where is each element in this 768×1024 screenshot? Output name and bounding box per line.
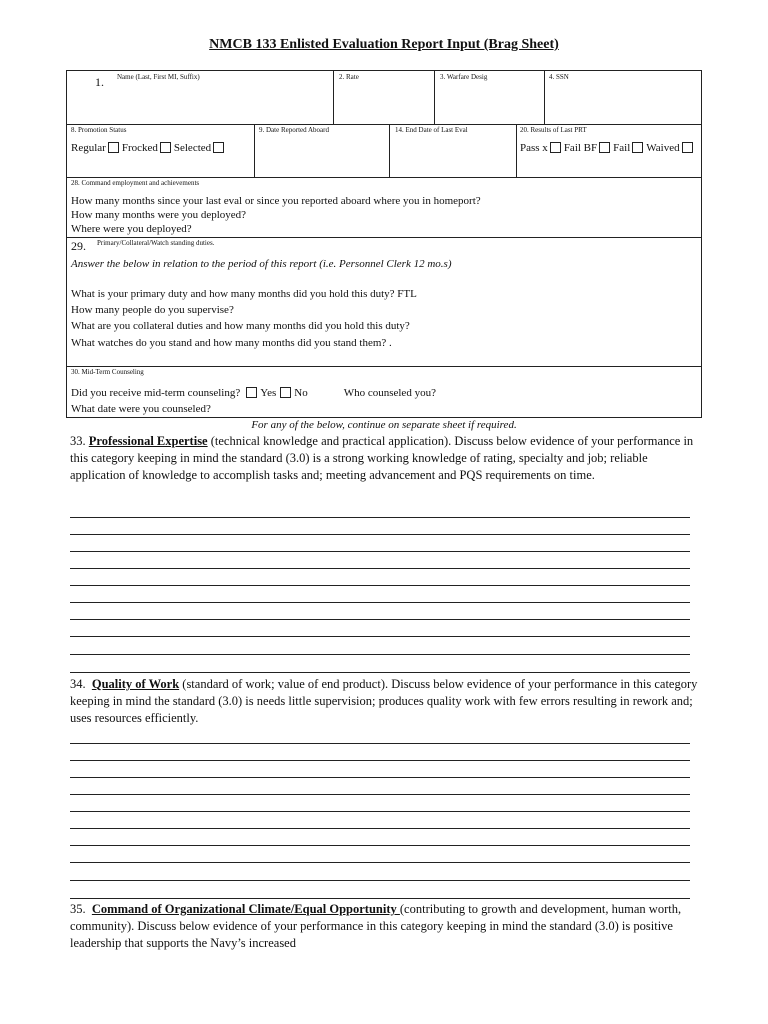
row29-question: What watches do you stand and how many months did you stand them? . [71,337,392,349]
row28-question: How many months since your last eval or since you reported aboard where you in homeport? [71,195,481,207]
warfare-field-label: 3. Warfare Desig [440,73,488,81]
mid-term-counseling-label: 30. Mid-Term Counseling [71,368,144,376]
promo-selected-label: Selected [173,142,212,154]
evaluation-form-table [66,70,702,418]
section-heading: Quality of Work [91,677,180,691]
end-date-last-eval-label: 14. End Date of Last Eval [395,126,468,134]
counseling-question-row [71,387,436,400]
name-field-number: 1. [95,75,104,89]
rate-field-label: 2. Rate [339,73,359,81]
counseling-no-label: No [294,387,308,399]
prt-results-label: 20. Results of Last PRT [520,126,587,134]
promotion-status-options [71,142,227,155]
date-reported-label: 9. Date Reported Aboard [259,126,329,134]
duties-instruction: Answer the below in relation to the period of this report (i.e. Personnel Clerk 12 mo.s) [71,258,452,270]
continuation-note: For any of the below, continue on separate sheet if required. [251,419,517,431]
prt-pass-checkbox[interactable] [550,142,561,153]
ssn-field-label: 4. SSN [549,73,569,81]
prt-fail-label: Fail [613,142,631,154]
counseling-yes-checkbox[interactable] [246,387,257,398]
section-body: (technical knowledge and practical application). Discuss below evidence of your performance in this category keeping in mind the standard (3.0) is a strong working knowledge of rating, specialty and job; reliable application of knowledge to accomplish tasks and; meeting advancement and PQS requirements on time. [70,434,694,482]
section-body: (standard of work; value of end product). Discuss below evidence of your performance in this category keeping in mind the standard (3.0) is needs little supervision; produces quality work with few errors resulting in rework and; uses resources efficiently. [70,677,698,725]
section-number: 33. [70,434,86,448]
promo-regular-checkbox[interactable] [108,142,119,153]
page-title: NMCB 133 Enlisted Evaluation Report Input (Brag Sheet) [209,37,559,52]
row28-question: How many months were you deployed? [71,209,247,221]
section-number: 34. [70,677,86,691]
section-heading: Command of Organizational Climate/Equal Opportunity [91,902,400,916]
duties-label: Primary/Collateral/Watch standing duties. [97,239,215,247]
counseling-date-question: What date were you counseled? [71,403,211,415]
counseling-no-checkbox[interactable] [280,387,291,398]
row29-question: What are you collateral duties and how many months did you hold this duty? [71,320,410,332]
prt-pass-label: Pass x [520,142,548,154]
prt-fail-checkbox[interactable] [632,142,643,153]
promo-selected-checkbox[interactable] [213,142,224,153]
section-34-quality-of-work [70,676,700,727]
name-field-label: Name (Last, First MI, Suffix) [117,73,200,81]
row29-question: What is your primary duty and how many months did you hold this duty? FTL [71,288,417,300]
row29-question: How many people do you supervise? [71,304,234,316]
section-35-command-climate [70,901,700,952]
command-employment-label: 28. Command employment and achievements [71,179,200,187]
duties-field-number: 29. [71,239,86,253]
counseling-yes-label: Yes [260,387,277,399]
section-body: (contributing to growth and development, human worth, community). Discuss below evidence of your performance in this category keeping in mind the standard (3.0) is positive leadership that supports the Navy’s increased [70,902,682,950]
section-33-professional-expertise [70,433,700,484]
prt-options [520,142,696,155]
prt-fail-bf-label: Fail BF [563,142,598,154]
section-heading: Professional Expertise [88,434,208,448]
promo-frocked-checkbox[interactable] [160,142,171,153]
promo-frocked-label: Frocked [121,142,158,154]
row28-question: Where were you deployed? [71,223,192,235]
promotion-status-label: 8. Promotion Status [71,126,127,134]
section-number: 35. [70,902,86,916]
prt-fail-bf-checkbox[interactable] [599,142,610,153]
counseled-by-question: Who counseled you? [343,387,436,399]
prt-waived-label: Waived [646,142,680,154]
prt-waived-checkbox[interactable] [682,142,693,153]
counseling-question: Did you receive mid-term counseling? [71,387,241,399]
promo-regular-label: Regular [71,142,106,154]
